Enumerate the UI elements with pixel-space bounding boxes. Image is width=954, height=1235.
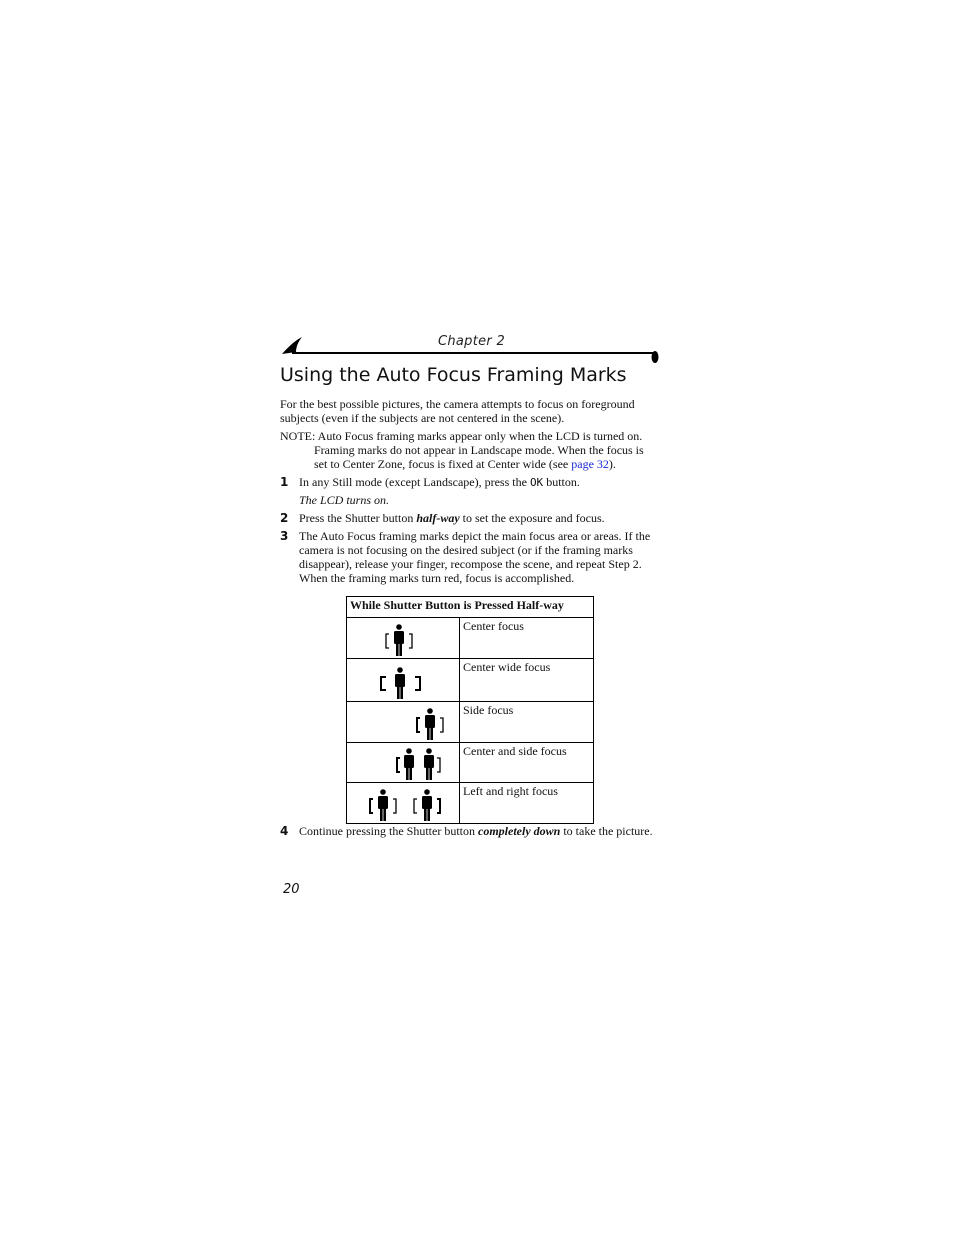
- table-icon-cell: [347, 659, 460, 702]
- page-link[interactable]: page 32: [571, 457, 609, 471]
- table-header: While Shutter Button is Pressed Half-way: [347, 597, 594, 618]
- step-3: [280, 529, 660, 589]
- table-row: [347, 702, 594, 743]
- side-focus-icon: [347, 702, 459, 742]
- step-text-part: to set the exposure and focus.: [459, 511, 605, 525]
- step-text: [299, 511, 659, 525]
- step-4: [280, 824, 660, 856]
- table-icon-cell: [347, 702, 460, 743]
- table-icon-cell: [347, 618, 460, 659]
- table-row: [347, 783, 594, 824]
- step-number: 2: [280, 511, 289, 525]
- note-paragraph: [280, 429, 660, 471]
- table-label: Center and side focus: [460, 743, 594, 783]
- table-icon-cell: [347, 743, 460, 783]
- step-text-part: button.: [543, 475, 580, 489]
- table-row: [347, 618, 594, 659]
- center-wide-focus-icon: [347, 659, 459, 701]
- chapter-label: Chapter 2: [438, 334, 506, 349]
- step-number: 3: [280, 529, 289, 543]
- table-row: [347, 743, 594, 783]
- step-text-part: to take the picture.: [560, 824, 653, 838]
- center-focus-icon: [347, 618, 459, 658]
- step-text: [299, 475, 659, 490]
- step-text-part: In any Still mode (except Landscape), press the: [299, 475, 530, 489]
- step-number: 4: [280, 824, 289, 838]
- step-text: [299, 824, 659, 838]
- intro-paragraph: For the best possible pictures, the camera attempts to focus on foreground subjects (even if the subjects are not centered in the scene).: [280, 397, 635, 425]
- table-icon-cell: [347, 783, 460, 824]
- table-label: Side focus: [460, 702, 594, 743]
- step-text: The Auto Focus framing marks depict the main focus area or areas. If the camera is not focusing on the desired subject (or if the framing marks disappear), release your finger, recompose the scene, and repeat Step 2. When the framing marks turn red, focus is accomplished.: [299, 529, 651, 585]
- note-continuation: [280, 443, 660, 471]
- emphasis-text: completely down: [478, 824, 561, 838]
- table-label: Left and right focus: [460, 783, 594, 824]
- ok-key-label: OK: [529, 476, 544, 489]
- left-and-right-focus-icon: [347, 783, 459, 823]
- step-text-part: Press the Shutter button: [299, 511, 417, 525]
- table-label: Center wide focus: [460, 659, 594, 702]
- note-text-end: ).: [608, 457, 616, 471]
- step-1-result: The LCD turns on.: [299, 493, 390, 507]
- center-and-side-focus-icon: [347, 743, 459, 782]
- page-number: 20: [283, 882, 300, 897]
- focus-modes-table: [346, 596, 594, 824]
- table-header-row: [347, 597, 594, 618]
- step-1: [280, 475, 660, 491]
- step-2: [280, 511, 660, 527]
- table-row: [347, 659, 594, 702]
- step-number: 1: [280, 475, 289, 489]
- table-label: Center focus: [460, 618, 594, 659]
- section-title: Using the Auto Focus Framing Marks: [280, 364, 627, 386]
- emphasis-text: half-way: [416, 511, 460, 525]
- note-first-line: NOTE: Auto Focus framing marks appear only when the LCD is turned on.: [280, 429, 643, 443]
- step-text-part: Continue pressing the Shutter button: [299, 824, 478, 838]
- note-text: Framing marks do not appear in Landscape mode. When the focus is set to Center Zone, focus is fixed at Center wide (see: [314, 443, 644, 471]
